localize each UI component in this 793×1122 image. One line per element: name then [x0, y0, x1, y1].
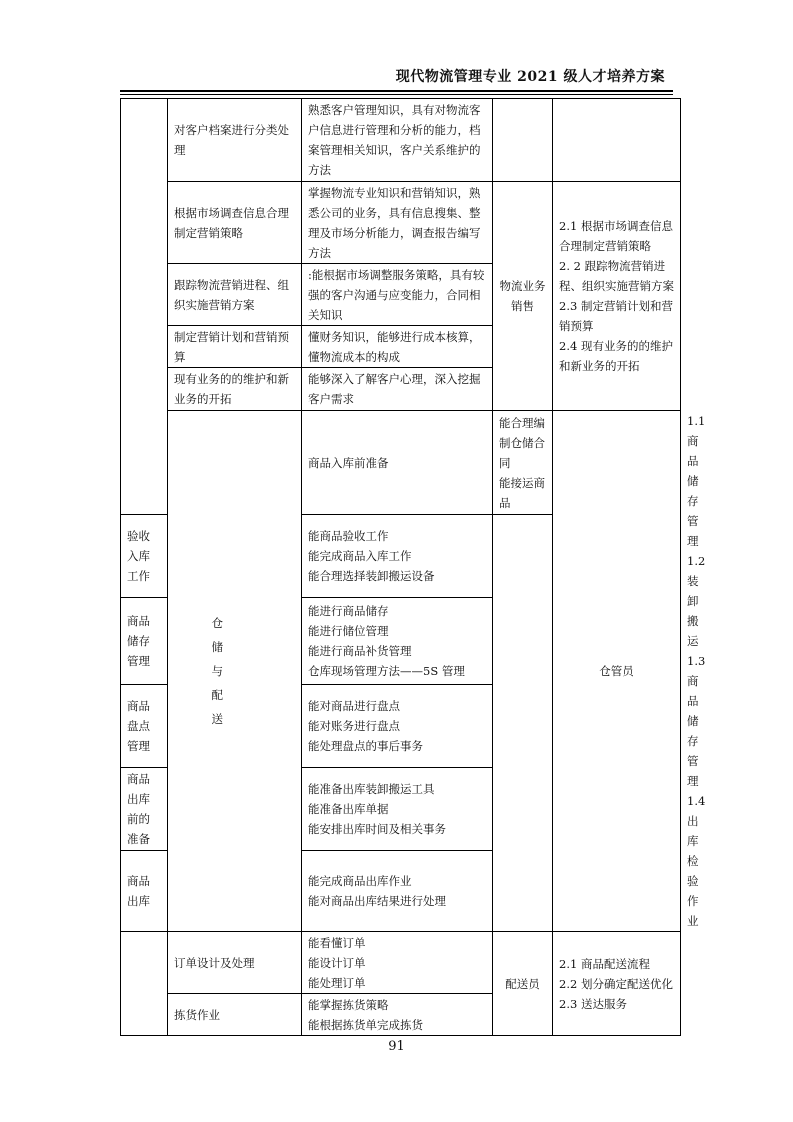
- ability-cell: 能够深入了解客户心理，深入挖掘客户需求: [302, 368, 493, 411]
- task-cell: 订单设计及处理: [168, 932, 302, 994]
- role-cell: 配送员: [493, 932, 553, 1036]
- ability-cell: [493, 411, 553, 515]
- ability-line: 能设计订单: [308, 955, 366, 970]
- requirements-cell: [553, 932, 681, 1036]
- group-cell-sales: [121, 99, 168, 515]
- curriculum-table: [120, 98, 706, 1036]
- task-cell: 跟踪物流营销进程、组织实施营销方案: [168, 264, 302, 326]
- requirement-item: 2. 2 跟踪物流营销进程、组织实施营销方案: [559, 259, 674, 293]
- group-cell-warehouse: [168, 411, 302, 932]
- task-cell: 现有业务的的维护和新业务的开拓: [168, 368, 302, 411]
- ability-line: 能进行商品储存: [308, 604, 389, 618]
- ability-line: 能处理盘点的事后事务: [308, 738, 423, 753]
- requirements-cell: [553, 182, 681, 411]
- task-cell: 商品储存管理: [121, 598, 168, 685]
- ability-line: 能对商品进行盘点: [308, 698, 400, 713]
- ability-cell: [302, 932, 493, 994]
- ability-cell: [302, 598, 493, 685]
- requirement-item: 2.3 制定营销计划和营销预算: [559, 299, 673, 333]
- ability-cell: [302, 994, 493, 1036]
- ability-cell: :能根据市场调整服务策略，具有较强的客户沟通与应变能力，合同相关知识: [302, 264, 493, 326]
- table-row: 仓储与配送 商品入库前准备 能合理编制仓储合同 能接运商品 仓管员 1.1 商品储存管理 1.2 装卸搬运 1.3 商品储存管理 1.4 出库检验作业: [121, 411, 681, 515]
- task-cell: 商品盘点管理: [121, 684, 168, 767]
- ability-line: 能进行储位管理: [308, 624, 389, 638]
- ability-line: 仓库现场管理方法——5S 管理: [308, 664, 465, 678]
- task-cell: 商品出库: [121, 851, 168, 932]
- ability-line: 能商品验收工作: [308, 529, 389, 544]
- group-cell-delivery: [121, 932, 168, 1036]
- header-rule-thick: [120, 90, 673, 92]
- ability-line: 能进行商品补货管理: [308, 644, 412, 658]
- ability-line: 能根据拣货单完成拣货: [308, 1017, 423, 1032]
- table-row: [121, 99, 681, 182]
- page-number: 91: [388, 1039, 405, 1054]
- task-cell: 拣货作业: [168, 994, 302, 1036]
- task-cell: 制定营销计划和营销预算: [168, 326, 302, 368]
- task-cell: 验收入库工作: [121, 515, 168, 598]
- ability-cell: [302, 851, 493, 932]
- ability-line: 能准备出库装卸搬运工具: [308, 781, 435, 796]
- requirement-item: 2.2 划分确定配送优化: [559, 976, 673, 991]
- ability-line: 能掌握拣货策略: [308, 997, 389, 1012]
- requirement-item: 2.1 根据市场调查信息合理制定营销策略: [559, 219, 673, 253]
- ability-cell: [302, 767, 493, 851]
- ability-cell: 熟悉客户管理知识，具有对物流客户信息进行管理和分析的能力，档案管理相关知识，客户关系维护的方法: [302, 99, 493, 182]
- requirement-item: 2.1 商品配送流程: [559, 956, 650, 971]
- ability-line: 能安排出库时间及相关事务: [308, 821, 446, 836]
- ability-line: 能对商品出库结果进行处理: [308, 894, 446, 909]
- requirement-item: 2.4 现有业务的的维护和新业务的开拓: [559, 339, 673, 373]
- task-cell: 对客户档案进行分类处理: [168, 99, 302, 182]
- ability-line: 能对账务进行盘点: [308, 718, 400, 733]
- ability-line: 能接运商品: [499, 475, 545, 510]
- ability-cell: 懂财务知识，能够进行成本核算，懂物流成本的构成: [302, 326, 493, 368]
- ability-cell: 掌握物流专业知识和营销知识，熟悉公司的业务，具有信息搜集、整理及市场分析能力，调查报告编写方法: [302, 182, 493, 264]
- task-cell: 商品出库前的准备: [121, 767, 168, 851]
- task-cell: 商品入库前准备: [302, 411, 493, 515]
- requirement-item: 2.3 送达服务: [559, 996, 627, 1011]
- page-header-title: 现代物流管理专业 2021 级人才培养方案: [395, 69, 665, 85]
- header-rule-thin: [120, 94, 673, 95]
- role-cell: 物流业务销售: [493, 182, 553, 411]
- ability-line: 能处理订单: [308, 975, 366, 990]
- requirements-cell-empty: [553, 99, 681, 182]
- ability-line: 能完成商品入库工作: [308, 549, 412, 564]
- ability-line: 能看懂订单: [308, 935, 366, 950]
- ability-cell: [302, 515, 493, 598]
- task-cell: 根据市场调查信息合理制定营销策略: [168, 182, 302, 264]
- role-cell: 仓管员: [553, 411, 681, 932]
- ability-line: 能合理编制仓储合同: [499, 415, 545, 470]
- table-row: [121, 932, 681, 994]
- table-row: [121, 182, 681, 264]
- ability-line: 能完成商品出库作业: [308, 874, 412, 889]
- ability-cell: [302, 684, 493, 767]
- group-label: 仓储与配送: [211, 616, 239, 726]
- ability-line: 能合理选择装卸搬运设备: [308, 569, 435, 584]
- ability-line: 能准备出库单据: [308, 801, 389, 816]
- role-cell-empty: [493, 99, 553, 182]
